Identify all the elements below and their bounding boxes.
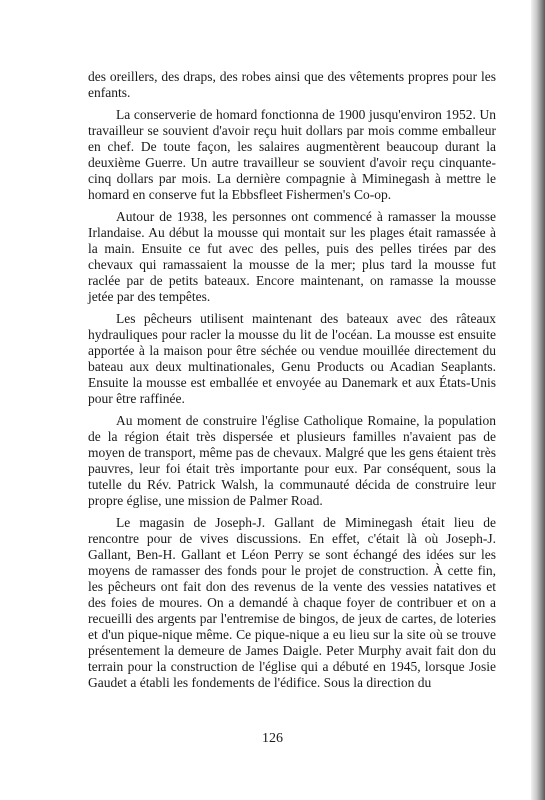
paragraph-hydraulic-rakes: Les pêcheurs utilisent maintenant des bateaux avec des râteaux hydrauliques pour racler la mousse du lit de l'océan. La mousse est ensuite apportée à la maison pour être séchée ou vendue mouillée directement du bateau aux deux multinationales, Genu Products ou Acadian Seaplants. Ensuite la mousse est emballée et envoyée au Danemark et aux États-Unis pour être raffinée. [88,311,496,406]
paragraph-lobster-cannery: La conserverie de homard fonctionna de 1900 jusqu'environ 1952. Un travailleur se souvient d'avoir reçu huit dollars par mois comme emballeur en chef. De toute façon, les salaires augmentèrent beaucoup durant la deuxième Guerre. Un autre travailleur se souvient d'avoir reçu cinquante-cinq dollars par mois. La dernière compagnie à Miminegash à mettre le homard en conserve fut la Ebbsfleet Fishermen's Co-op. [88,107,496,202]
page-number: 126 [262,731,283,746]
paragraph-continued: des oreillers, des draps, des robes ainsi que des vêtements propres pour les enfants. [88,69,496,100]
paragraph-church-construction: Au moment de construire l'église Catholique Romaine, la population de la région était très dispersée et plusieurs familles n'avaient pas de moyen de transport, même pas de chevaux. Malgré que les gens étaient très pauvres, leur foi était très importante pour eux. Par conséquent, sous la tutelle du Rév. Patrick Walsh, la communauté décida de construire leur propre église, une mission de Palmer Road. [88,413,496,508]
scan-page-edge [531,0,545,800]
paragraph-irish-moss: Autour de 1938, les personnes ont commencé à ramasser la mousse Irlandaise. Au début la mousse qui montait sur les plages était ramassée à la main. Ensuite ce fut avec des pelles, puis des pelles tirées par des chevaux qui ramassaient la mousse de la mer; plus tard la mousse fut raclée par de petits bateaux. Encore maintenant, on ramasse la mousse jetée par des tempêtes. [88,209,496,304]
paragraph-gallant-store: Le magasin de Joseph-J. Gallant de Miminegash était lieu de rencontre pour de vives discussions. En effet, c'était là où Joseph-J. Gallant, Ben-H. Gallant et Léon Perry se sont échangé des idées sur les moyens de ramasser des fonds pour le projet de construction. À cette fin, les pêcheurs ont fait don des revenus de la vente des vessies natatives et des foies de moures. On a demandé à chaque foyer de contribuer et on a recueilli des argents par l'entremise de bingos, de jeux de cartes, de loteries et d'un pique-nique même. Ce pique-nique a eu lieu sur la site où se trouve présentement la demeure de James Daigle. Peter Murphy avait fait don du terrain pour la construction de l'église qui a débuté en 1945, lorsque Josie Gaudet a établi les fondements de l'édifice. Sous la direction du [88,515,496,690]
page-body [88,69,496,697]
